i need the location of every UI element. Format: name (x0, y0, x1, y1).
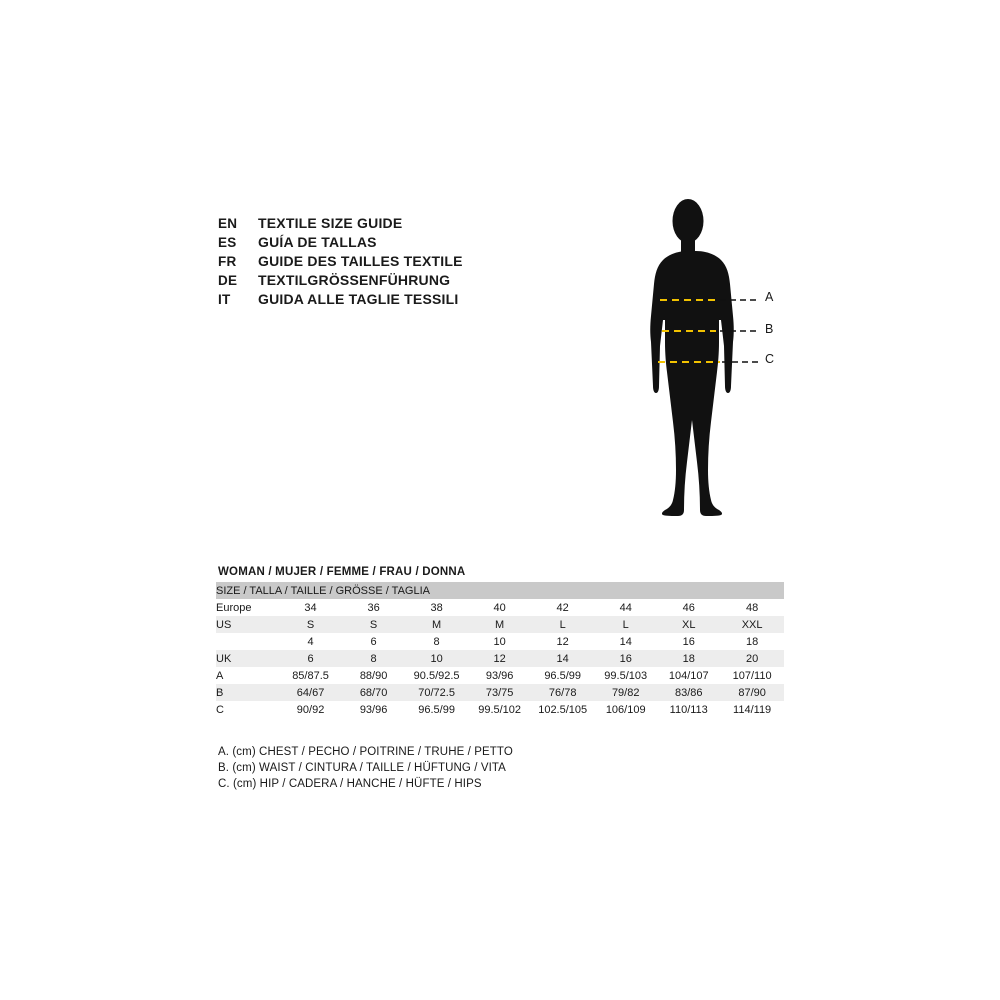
table-cell: S (279, 616, 342, 633)
table-cell: 90.5/92.5 (405, 667, 468, 684)
table-cell: 6 (342, 633, 405, 650)
table-cell: 96.5/99 (405, 701, 468, 718)
table-header-row (216, 582, 784, 599)
language-title: GUIDA ALLE TAGLIE TESSILI (258, 291, 459, 307)
language-title: GUIDE DES TAILLES TEXTILE (258, 253, 463, 269)
table-cell: M (468, 616, 531, 633)
table-cell: 88/90 (342, 667, 405, 684)
table-cell: 14 (531, 650, 594, 667)
legend-item-b: B. (cm) WAIST / CINTURA / TAILLE / HÜFTUNG / VITA (218, 762, 506, 774)
legend-item-c: C. (cm) HIP / CADERA / HANCHE / HÜFTE / HIPS (218, 778, 482, 790)
size-table (216, 582, 784, 718)
row-label: UK (216, 650, 279, 667)
size-table-section (216, 566, 784, 718)
table-cell: 4 (279, 633, 342, 650)
language-title: TEXTILE SIZE GUIDE (258, 215, 403, 231)
table-cell: 8 (342, 650, 405, 667)
table-cell: 48 (720, 599, 784, 616)
table-cell: 20 (720, 650, 784, 667)
language-row (218, 214, 538, 233)
table-row (216, 650, 784, 667)
language-title: GUÍA DE TALLAS (258, 234, 377, 250)
table-cell: 106/109 (594, 701, 657, 718)
table-row (216, 684, 784, 701)
table-header-label: SIZE / TALLA / TAILLE / GRÖSSE / TAGLIA (216, 582, 784, 599)
table-cell: 40 (468, 599, 531, 616)
row-label: A (216, 667, 279, 684)
table-cell: 46 (657, 599, 720, 616)
table-cell: 110/113 (657, 701, 720, 718)
table-caption: WOMAN / MUJER / FEMME / FRAU / DONNA (218, 566, 466, 578)
table-cell: 12 (468, 650, 531, 667)
measurement-legend (216, 744, 736, 792)
language-code: IT (218, 292, 231, 307)
table-cell: 90/92 (279, 701, 342, 718)
table-cell: 83/86 (657, 684, 720, 701)
table-cell: 96.5/99 (531, 667, 594, 684)
table-cell: L (594, 616, 657, 633)
language-code: EN (218, 216, 238, 231)
table-cell: 16 (657, 633, 720, 650)
table-cell: 38 (405, 599, 468, 616)
table-cell: 10 (405, 650, 468, 667)
table-cell: 12 (531, 633, 594, 650)
language-code: FR (218, 254, 237, 269)
table-cell: 42 (531, 599, 594, 616)
language-title-block (218, 214, 538, 309)
language-row (218, 271, 538, 290)
table-row (216, 701, 784, 718)
table-cell: M (405, 616, 468, 633)
table-cell: 87/90 (720, 684, 784, 701)
table-row (216, 599, 784, 616)
row-label: B (216, 684, 279, 701)
table-cell: 18 (657, 650, 720, 667)
table-row (216, 667, 784, 684)
table-row (216, 633, 784, 650)
table-cell: 6 (279, 650, 342, 667)
row-label (216, 633, 279, 650)
language-row (218, 252, 538, 271)
language-title: TEXTILGRÖSSENFÜHRUNG (258, 272, 451, 288)
table-cell: 70/72.5 (405, 684, 468, 701)
measure-label-c: C (765, 352, 775, 366)
language-row (218, 233, 538, 252)
table-cell: 99.5/102 (468, 701, 531, 718)
table-cell: 64/67 (279, 684, 342, 701)
language-code: ES (218, 235, 237, 250)
table-cell: 114/119 (720, 701, 784, 718)
measure-label-a: A (765, 290, 774, 304)
table-cell: 34 (279, 599, 342, 616)
table-cell: 73/75 (468, 684, 531, 701)
table-cell: S (342, 616, 405, 633)
table-cell: 68/70 (342, 684, 405, 701)
table-cell: 79/82 (594, 684, 657, 701)
measure-label-b: B (765, 322, 774, 336)
table-cell: 85/87.5 (279, 667, 342, 684)
table-cell: 104/107 (657, 667, 720, 684)
table-cell: 76/78 (531, 684, 594, 701)
language-row (218, 290, 538, 309)
table-cell: 8 (405, 633, 468, 650)
table-cell: L (531, 616, 594, 633)
table-cell: 44 (594, 599, 657, 616)
table-cell: XL (657, 616, 720, 633)
table-cell: 10 (468, 633, 531, 650)
table-cell: 16 (594, 650, 657, 667)
body-silhouette-icon (620, 195, 840, 580)
table-row (216, 616, 784, 633)
table-cell: 14 (594, 633, 657, 650)
table-cell: 107/110 (720, 667, 784, 684)
table-cell: 102.5/105 (531, 701, 594, 718)
table-cell: 36 (342, 599, 405, 616)
table-cell: 18 (720, 633, 784, 650)
row-label: US (216, 616, 279, 633)
legend-item-a: A. (cm) CHEST / PECHO / POITRINE / TRUHE / PETTO (218, 746, 513, 758)
row-label: C (216, 701, 279, 718)
female-body-figure (620, 195, 840, 580)
language-code: DE (218, 273, 238, 288)
row-label: Europe (216, 599, 279, 616)
table-cell: 93/96 (342, 701, 405, 718)
table-cell: 99.5/103 (594, 667, 657, 684)
table-cell: XXL (720, 616, 784, 633)
table-cell: 93/96 (468, 667, 531, 684)
